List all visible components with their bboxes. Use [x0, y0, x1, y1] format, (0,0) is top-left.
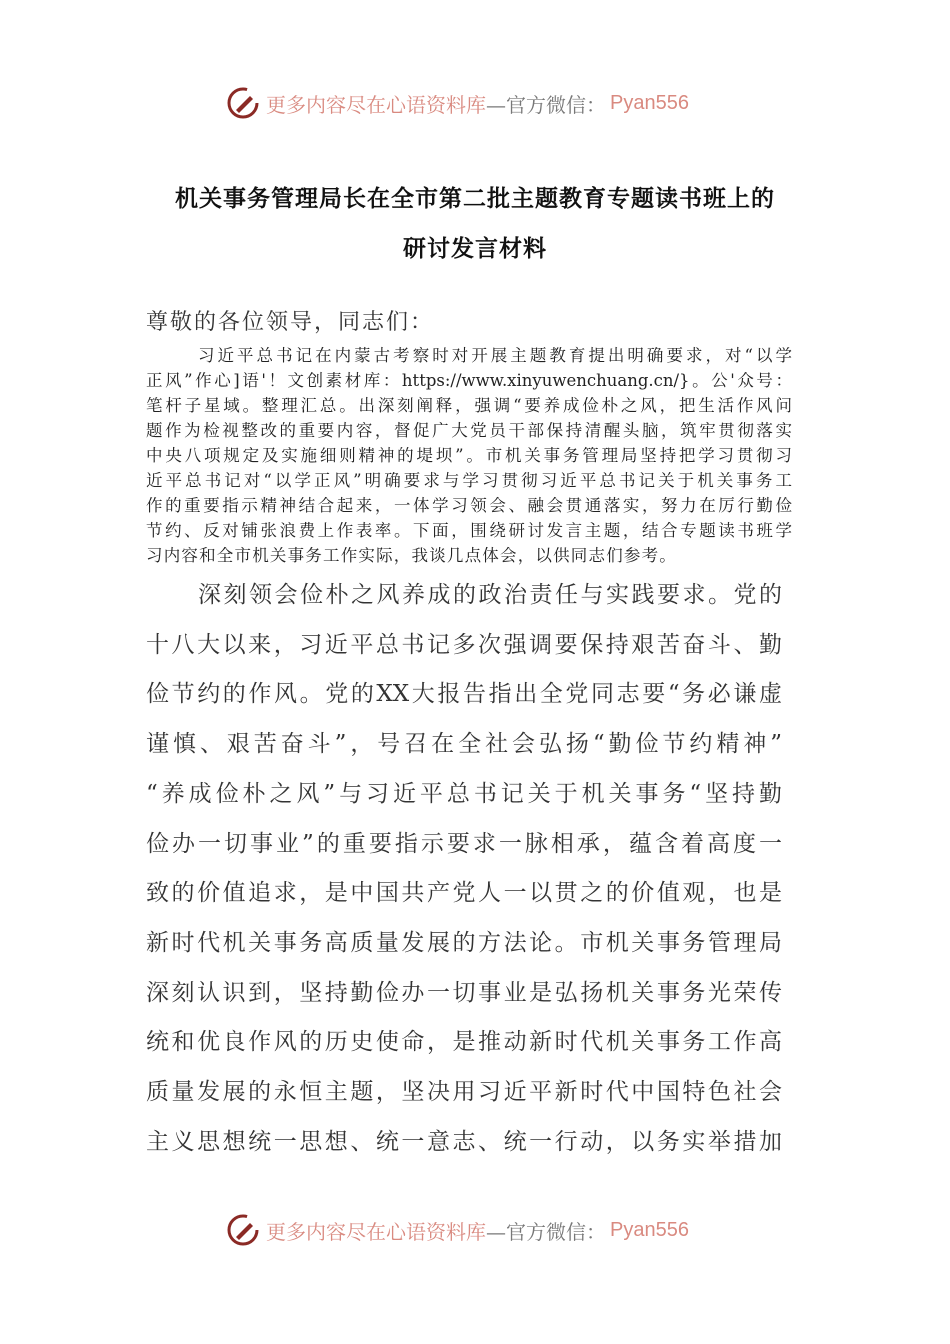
greeting: 尊敬的各位领导，同志们： — [146, 310, 435, 335]
pen-logo-icon — [226, 86, 260, 120]
text-line: 致的价值追求，是中国共产党人一以贯之的价值观，也是 — [146, 880, 782, 907]
text-line: 中央八项规定及实施细则精神的堤坝”。市机关事务管理局坚持把学习贯彻习 — [146, 446, 792, 465]
text-line: 十八大以来，习近平总书记多次强调要保持艰苦奋斗、勤 — [146, 631, 782, 658]
text-line: 节约、反对铺张浪费上作表率。下面，围绕研讨发言主题，结合专题读书班学 — [146, 521, 792, 540]
text-line: 习近平总书记在内蒙古考察时对开展主题教育提出明确要求，对“以学 — [198, 346, 792, 365]
text-line: 质量发展的永恒主题，坚决用习近平新时代中国特色社会 — [146, 1079, 782, 1105]
text-line: 作的重要指示精神结合起来，一体学习领会、融会贯通落实，努力在厉行勤俭 — [146, 496, 792, 515]
text-line: 深刻认识到，坚持勤俭办一切事业是弘扬机关事务光荣传 — [146, 979, 782, 1006]
text-line: 统和优良作风的历史使命，是推动新时代机关事务工作高 — [146, 1029, 782, 1056]
text-line: 谨慎、艰苦奋斗”，号召在全社会弘扬“勤俭节约精神” — [146, 731, 782, 758]
pen-logo-icon — [226, 1213, 260, 1247]
watermark-footer: 更多内容尽在心语资料库 —官方微信： Pyan556 — [226, 1212, 726, 1248]
doc-title-line-2: 研讨发言材料 — [403, 235, 547, 262]
text-line: 俭办一切事业”的重要指示要求一脉相承，蕴含着高度一 — [146, 830, 782, 857]
doc-title-line-1: 机关事务管理局长在全市第二批主题教育专题读书班上的 — [175, 185, 775, 212]
watermark-header: 更多内容尽在心语资料库 —官方微信： Pyan556 — [226, 85, 726, 121]
text-line: 题作为检视整改的重要内容，督促广大党员干部保持清醒头脑，筑牢贯彻落实 — [146, 421, 792, 440]
text-line: 主义思想统一思想、统一意志、统一行动，以务实举措加 — [146, 1128, 782, 1155]
text-line: 新时代机关事务高质量发展的方法论。市机关事务管理局 — [146, 929, 782, 956]
text-line: 俭节约的作风。党的XX大报告指出全党同志要“务必谦虚 — [146, 681, 782, 708]
text-line: 习内容和全市机关事务工作实际，我谈几点体会，以供同志们参考。 — [146, 546, 677, 565]
text-line: 深刻领会俭朴之风养成的政治责任与实践要求。党的 — [198, 582, 782, 608]
text-line: 近平总书记对“以学正风”明确要求与学习贯彻习近平总书记关于机关事务工 — [146, 471, 792, 490]
text-line: 笔杆子星域。整理汇总。出深刻阐释，强调“要养成俭朴之风，把生活作风问 — [146, 396, 792, 415]
text-line: 正风”作心]语'！文创素材库：https://www.xinyuwenchuang.cn/}。公'众号： — [146, 371, 792, 390]
text-line: “养成俭朴之风”与习近平总书记关于机关事务“坚持勤 — [146, 780, 782, 807]
